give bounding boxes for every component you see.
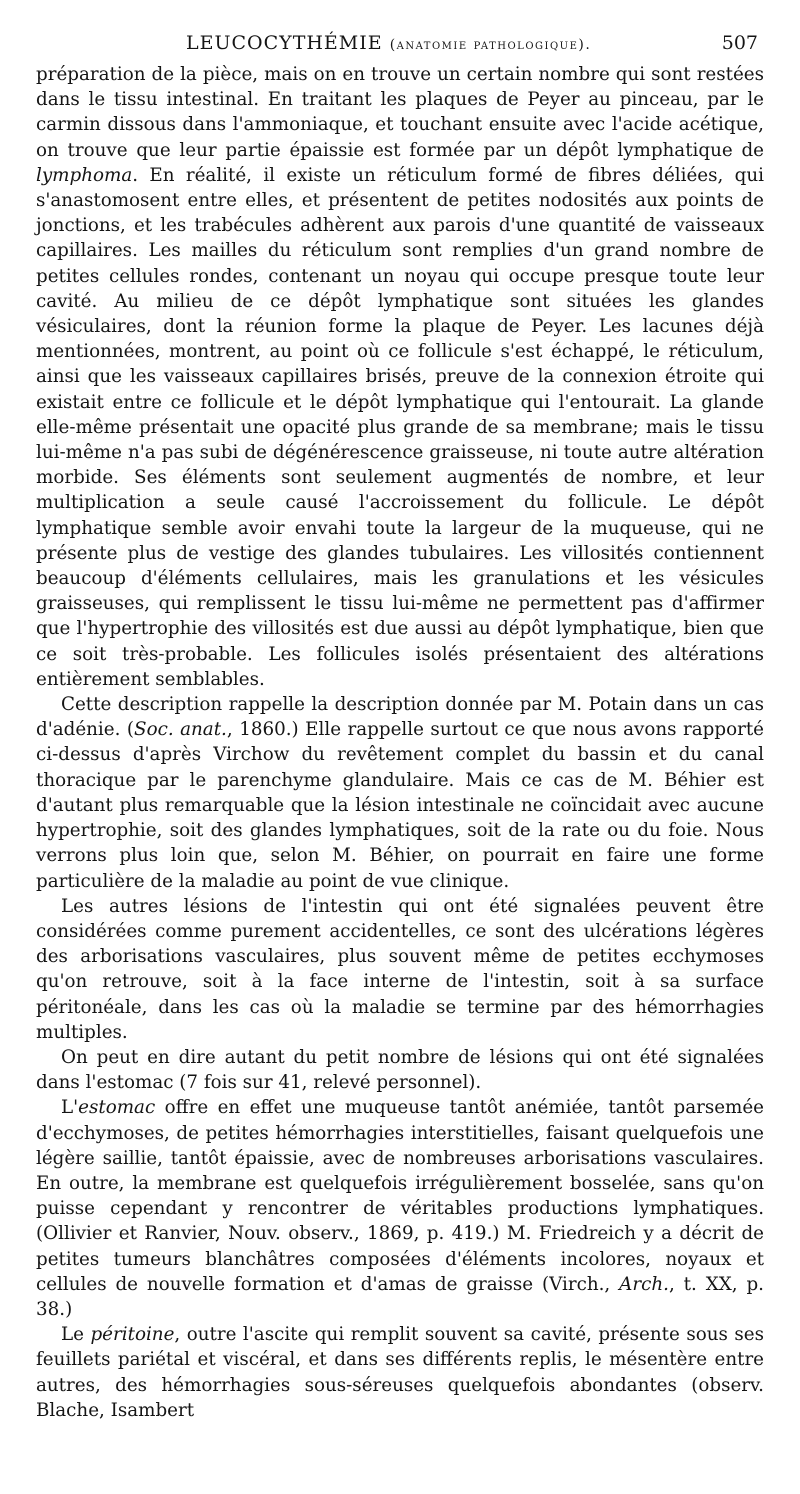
- paragraph-run: Le: [61, 1324, 91, 1346]
- paragraph-5: [36, 1095, 764, 1322]
- running-title-main: LEUCOCYTHÉMIE: [186, 32, 383, 54]
- paragraph-run: Cette description rappelle la description donnée par M. Potain dans un cas d'adénie. (: [36, 694, 764, 741]
- paragraph-run: préparation de la pièce, mais on en trouve un certain nombre qui sont restées dans le tissu intestinal. En traitant les plaques de Peyer au pinceau, par le carmin dissous dans l'ammoniaque, et touchant ensuite avec l'acide acétique, on trouve que leur partie épaissie est formée par un dépôt lymphatique de: [36, 64, 764, 161]
- paragraph-run: , t. XX, p. 38.): [36, 1273, 764, 1320]
- running-header: [36, 28, 764, 56]
- paragraph-2: [36, 692, 764, 894]
- paragraph-run: On peut en dire autant du petit nombre de lésions qui ont été signalées dans l'estomac (7 fois sur 41, relevé personnel).: [36, 1046, 764, 1094]
- page-number: 507: [721, 32, 758, 54]
- paragraph-4: [36, 1045, 764, 1095]
- paragraph-1: [36, 62, 764, 692]
- paragraph-run-italic: estomac: [78, 1097, 156, 1119]
- running-title-subtitle: (anatomie pathologique).: [389, 37, 592, 53]
- paragraph-run-italic: péritoine: [90, 1324, 175, 1346]
- paragraph-run: . En réalité, il existe un réticulum formé de fibres déliées, qui s'anastomosent entre elles, et présentent de petites nodosités aux points de jonctions, et les trabécules adhèrent aux parois d'une quantité de vaisseaux capillaires. Les mailles du réticulum sont remplies d'un grand nombre de petites cellules rondes, contenant un noyau qui occupe presque toute leur cavité. Au milieu de ce dépôt lymphatique sont situées les glandes vésiculaires, dont la réunion forme la plaque de Peyer. Les lacunes déjà mentionnées, montrent, au point où ce follicule s'est échappé, le réticulum, ainsi que les vaisseaux capillaires brisés, preuve de la connexion étroite qui existait entre ce follicule et le dépôt lymphatique qui l'entourait. La glande elle-même présentait une opacité plus grande de sa membrane; mais le tissu lui-même n'a pas subi de dégénérescence graisseuse, ni toute autre altération morbide. Ses éléments sont seulement augmentés de nombre, et leur multiplication a seule causé l'accroissement du follicule. Le dépôt lymphatique semble avoir envahi toute la largeur de la muqueuse, qui ne présente plus de vestige des glandes tubulaires. Les villosités contiennent beaucoup d'éléments cellulaires, mais les granulations et les vésicules graisseuses, qui remplissent le tissu lui-même ne permettent pas d'affirmer que l'hypertrophie des villosités est due aussi au dépôt lymphatique, bien que ce soit très-probable. Les follicules isolés présentaient des altérations entièrement semblables.: [36, 164, 764, 690]
- running-title: [186, 32, 591, 54]
- body-text: [36, 62, 764, 1423]
- paragraph-run: L': [61, 1097, 79, 1119]
- paragraph-run: offre en effet une muqueuse tantôt anémiée, tantôt parsemée d'ecchymoses, de petites hémorrhagies interstitielles, faisant quelquefois une légère saillie, tantôt épaissie, avec de nombreuses arborisations vasculaires. En outre, la membrane est quelquefois irrégulièrement bosselée, sans qu'on puisse cependant y rencontrer de véritables productions lymphatiques. (Ollivier et Ranvier, Nouv. observ., 1869, p. 419.) M. Friedreich y a décrit de petites tumeurs blanchâtres composées d'éléments incolores, noyaux et cellules de nouvelle formation et d'amas de graisse (Virch.,: [36, 1097, 764, 1295]
- paragraph-run-italic: Arch.: [619, 1273, 669, 1295]
- paragraph-3: [36, 894, 764, 1045]
- paragraph-run: , outre l'ascite qui remplit souvent sa cavité, présente sous ses feuillets pariétal et viscéral, et dans ses différents replis, le mésentère entre autres, des hémorrhagies sous-séreuses quelquefois abondantes (observ. Blache, Isambert: [36, 1324, 764, 1421]
- paragraph-run: , 1860.) Elle rappelle surtout ce que nous avons rapporté ci-dessus d'après Virchow du revêtement complet du bassin et du canal thoracique par le parenchyme glandulaire. Mais ce cas de M. Béhier est d'autant plus remarquable que la lésion intestinale ne coïncidait avec aucune hypertrophie, soit des glandes lymphatiques, soit de la rate ou du foie. Nous verrons plus loin que, selon M. Béhier, on pourrait en faire une forme particulière de la maladie au point de vue clinique.: [36, 719, 764, 892]
- paragraph-run-italic: Soc. anat.: [134, 719, 227, 741]
- paragraph-run-italic: lymphoma: [36, 164, 133, 186]
- paragraph-6: [36, 1322, 764, 1423]
- paragraph-run: Les autres lésions de l'intestin qui ont été signalées peuvent être considérées comme purement accidentelles, ce sont des ulcérations légères des arborisations vasculaires, plus souvent même de petites ecchymoses qu'on retrouve, soit à la face interne de l'intestin, soit à sa surface péritonéale, dans les cas où la maladie se termine par des hémorrhagies multiples.: [36, 895, 764, 1043]
